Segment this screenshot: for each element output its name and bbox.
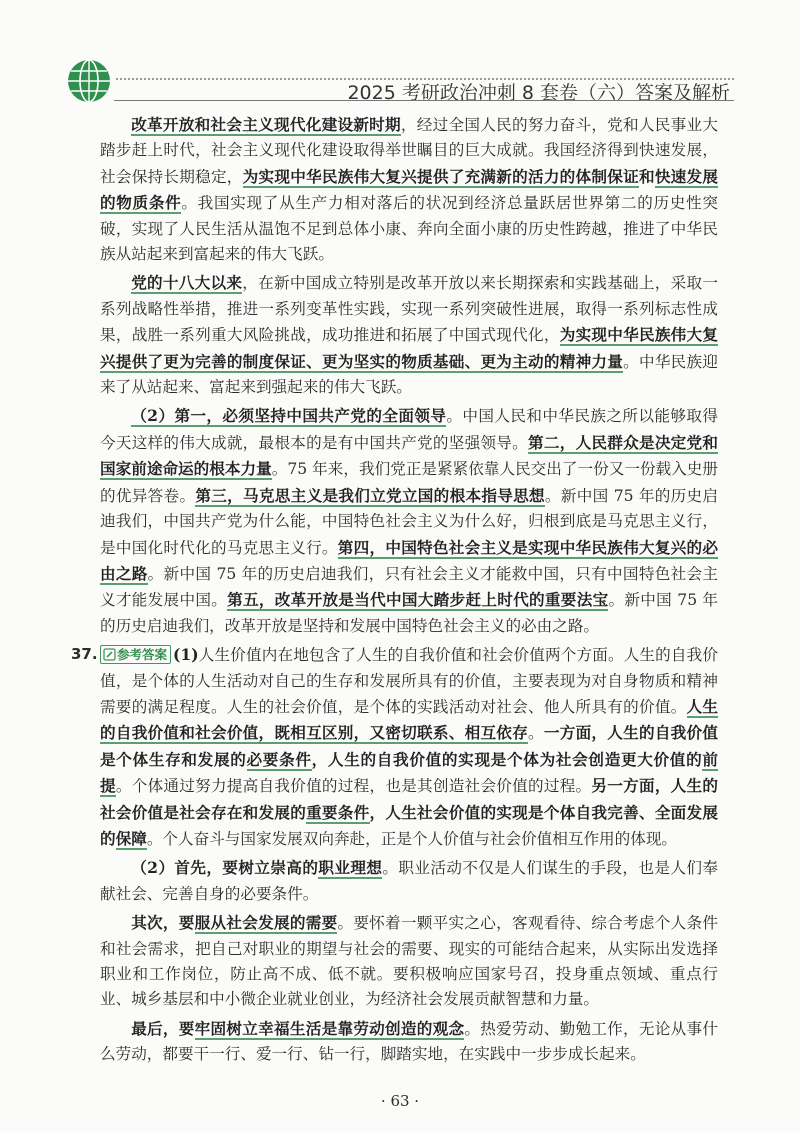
key-phrase: 其次，要: [131, 913, 195, 933]
key-phrase: 和: [638, 166, 655, 186]
text: 。: [528, 724, 544, 743]
header-rule: [114, 100, 734, 101]
pencil-note-icon: [103, 648, 116, 661]
text: 。热爱劳动、勤勉工作，无论从事什么劳动，都要干一行、爱一行、钻一行，脚踏实地，在实践中一步步成长起来。: [100, 1019, 718, 1064]
paragraph: [100, 1016, 718, 1068]
key-phrase: ，人生的自我价值的实现是个体为社会创造更大价值的: [311, 749, 703, 769]
answer-badge: [100, 645, 171, 664]
badge-label: 参考答案: [117, 647, 168, 663]
text: 。个体通过努力提高自我价值的过程，也是其创造社会价值的过程。: [115, 777, 592, 796]
key-phrase: 必要条件: [246, 749, 312, 769]
key-phrase: 一方面，人生的自我价值是个体生存和发展的: [100, 723, 718, 769]
text: 。我国实现了从生产力相对落后的状况到经济总量跃居世界第二的历史性突破，实现了人民生活从温饱不足到总体小康、奔向全面小康的历史性跨越，推进了中华民族从站起来到富起来的伟大飞跃。: [100, 194, 718, 264]
key-phrase: 最后，要: [131, 1018, 195, 1038]
text: 人生价值内在地包含了人生的自我价值和社会价值两个方面。人生的自我价值，是个体的人生活动对自己的生存和发展所具有的价值，主要表现为对自身物质和精神需要的满足程度。人生的社会价值，是个体的实践活动对社会、他人所具有的价值。: [100, 646, 718, 716]
paragraph: [100, 270, 718, 400]
text: 。要怀着一颗平实之心，客观看待、综合考虑个人条件和社会需求，把自己对职业的期望与社会的需要、现实的可能结合起来，从实际出发选择职业和工作岗位，防止高不成、低不就。要积极响应国家号召，投身重点领域、重点行业、城乡基层和中小微企业就业创业，为经济社会发展贡献智慧和力量。: [100, 914, 718, 1009]
text: 。中国人民和中华民族之所以能够取得今天这样的伟大成就，最根本的是有中国共产党的坚强领导。: [100, 407, 718, 452]
key-phrase: （2）首先，要树立崇高的: [131, 858, 319, 878]
key-phrase: 第三，马克思主义是我们立党立国的根本指导思想: [195, 485, 545, 505]
key-phrase: 体制保证: [575, 166, 639, 186]
key-phrase: 牢固树立幸福生活是靠劳动创造的观念: [194, 1018, 465, 1038]
key-phrase: 人生的自我价值和社会价值，既相互区别，又密切联系、相互依存: [100, 696, 718, 743]
text: 。75 年来，我们党正是紧紧依靠人民交出了一份又一份载入史册的优异答卷。: [100, 460, 718, 505]
key-phrase: 另一方面，人生的社会价值是社会存在和发展的: [100, 776, 718, 822]
paragraph: [100, 403, 718, 639]
globe-icon: [66, 58, 112, 104]
text: 。新中国 75 年的历史启迪我们，改革开放是坚持和发展中国特色社会主义的必由之路。: [100, 591, 718, 635]
paragraph: [100, 855, 718, 907]
text: 。个人奋斗与国家发展双向奔赴，正是个人价值与社会价值相互作用的体现。: [146, 829, 678, 848]
key-phrase: 快速发展的: [100, 166, 718, 213]
key-phrase: 为实现中华民族伟大复兴提供了: [100, 325, 718, 371]
key-phrase: 党的十八大以来: [131, 273, 243, 293]
page-title: 2025 考研政治冲刺 8 套卷（六）答案及解析: [347, 82, 730, 104]
key-phrase: (1): [173, 645, 199, 665]
text: 。新中国 75 年的历史启迪我们，中国共产党为什么能，中国特色社会主义为什么好，归根到底是马克思主义行，是中国化时代化的马克思主义行。: [100, 486, 718, 557]
text: 。中华民族迎来了从站起来、富起来到强起来的伟大飞跃。: [100, 352, 718, 397]
key-phrase: 服从社会发展的需要: [194, 913, 338, 933]
key-phrase: （2）第一，必须坚持中国共产党的全面领导: [131, 406, 447, 426]
text: 。职业活动不仅是人们谋生的手段，也是人们奉献社会、完善自身的必要条件。: [100, 859, 718, 903]
paragraph: [100, 910, 718, 1013]
paragraph: [100, 112, 718, 267]
question-37: [71, 642, 718, 852]
page-number: · 63 ·: [380, 1092, 420, 1110]
key-phrase: 第二，人民群众是决定党和国家前途命运的根本力量: [100, 432, 718, 479]
key-phrase: 更为完善的制度保证、更为坚实的物质基础、更为主动的精神力量: [163, 351, 624, 371]
key-phrase: 第四，中国特色社会主义是实现中华民族伟大复兴的必由之路: [100, 537, 718, 583]
key-phrase: 重要条件: [306, 802, 370, 822]
text: ，经过全国人民的努力奋斗，党和人民事业大踏步赶上时代，社会主义现代化建设取得举世瞩目的巨大成就。我国经济得到快速发展，社会保持长期稳定，: [100, 116, 718, 186]
answer-body: [71, 112, 718, 1071]
key-phrase: 物质条件: [116, 193, 182, 213]
key-phrase: 为实现中华民族伟大复兴提供了充满新的活力的: [242, 166, 576, 186]
text: ，在新中国成立特别是改革开放以来长期探索和实践基础上，采取一系列战略性举措，推进一系列变革性实践，实现一系列突破性进展，取得一系列标志性成果，战胜一系列重大风险挑战，成功推进和拓展了中国式现代化，: [100, 274, 718, 345]
page-header: [66, 56, 734, 106]
key-phrase: 前提: [100, 749, 718, 796]
key-phrase: 保障: [115, 828, 147, 848]
key-phrase: 第五，改革开放是当代中国大踏步赶上时代的重要法宝: [227, 590, 609, 610]
key-phrase: 改革开放和社会主义现代化建设新时期: [131, 115, 401, 134]
text: 。新中国 75 年的历史启迪我们，只有社会主义才能救中国，只有中国特色社会主义才能发展中国。: [100, 564, 718, 610]
question-number: 37.: [71, 645, 98, 664]
key-phrase: ，人生社会价值的实现是个体自我完善、全面发展的: [100, 802, 718, 848]
key-phrase: 职业理想: [318, 858, 383, 878]
